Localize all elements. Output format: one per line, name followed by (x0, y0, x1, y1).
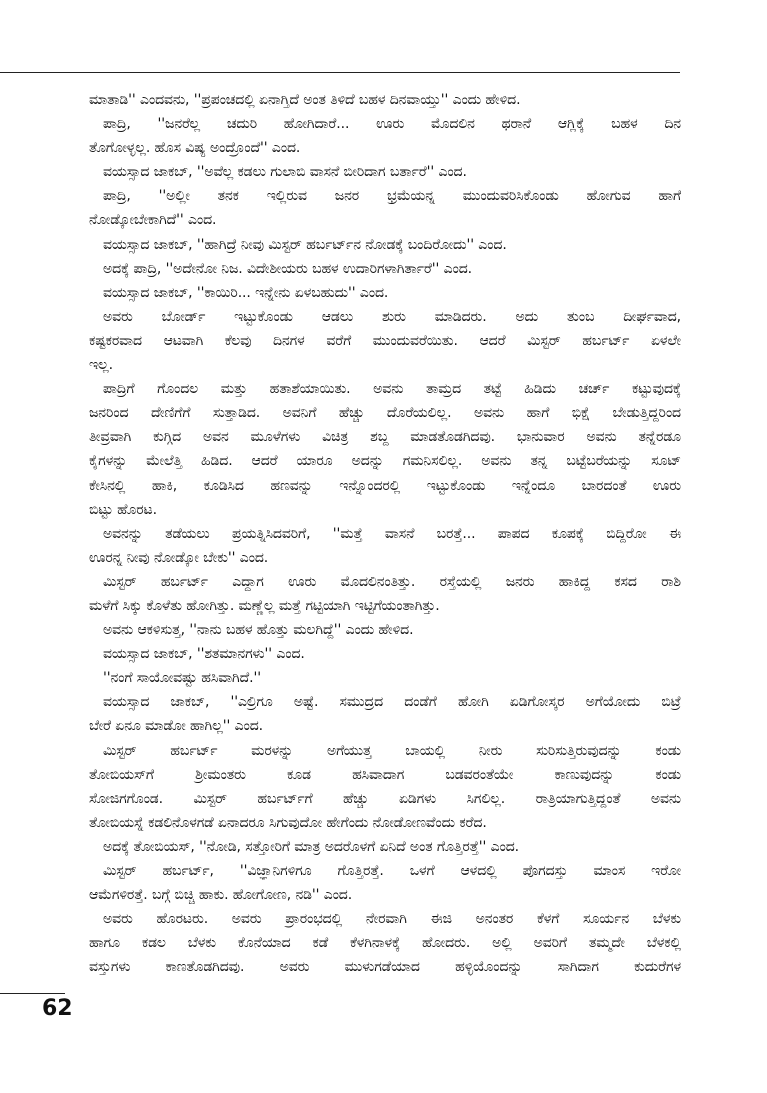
text-line: ವಯಸ್ಸಾದ ಜಾಕಬ್, ''ಕಾಯಿರಿ... ಇನ್ನೇನು ಏಳಬಹುದು'' ಎಂದ. (103, 284, 389, 301)
text-line: ಬೇರೆ ಏನೂ ಮಾಡೋ ಹಾಗಿಲ್ಲ'' ಎಂದ. (89, 718, 263, 735)
text-line: ಜನರಿಂದ ದೇಣಿಗೆಗೆ ಸುತ್ತಾಡಿದ. ಅವನಿಗೆ ಹೆಚ್ಚು ದೊರೆಯಲಿಲ್ಲ. ಅವನು ಹಾಗೆ ಭಿಕ್ಷೆ ಬೇಡುತ್ತಿದ್ದರಿಂದ (89, 405, 681, 422)
text-line: ಪಾದ್ರಿ, ''ಜನರೆಲ್ಲ ಚದುರಿ ಹೋಗಿದಾರೆ... ಊರು ಮೊದಲಿನ ಥರಾನೆ ಆಗ್ಲಿಕ್ಕೆ ಬಹಳ ದಿನ (103, 116, 681, 133)
text-line: ಮಾತಾಡಿ'' ಎಂದವನು, ''ಪ್ರಪಂಚದಲ್ಲಿ ಏನಾಗ್ತಿದೆ ಅಂತ ತಿಳಿದೆ ಬಹಳ ದಿನವಾಯ್ತು'' ಎಂದು ಹೇಳಿದ. (89, 92, 521, 108)
text-line: ಕಷ್ಟಕರವಾದ ಆಟವಾಗಿ ಕೆಲವು ದಿನಗಳ ವರೆಗೆ ಮುಂದುವರೆಯಿತು. ಆದರೆ ಮಿಸ್ಟರ್ ಹರ್ಬರ್ಟ್ ಏಳಲೇ (89, 332, 681, 349)
text-line: ಆಮೆಗಳಿರತ್ತೆ. ಬಗ್ಗೆ ಬಿಚ್ಚಿ ಹಾಕು. ಹೋಗೋಣ, ನಡಿ'' ಎಂದ. (89, 887, 353, 904)
text-line: ಕೇಸಿನಲ್ಲಿ ಹಾಕಿ, ಕೂಡಿಸಿದ ಹಣವನ್ನು ಇನ್ನೊಂದರಲ್ಲಿ ಇಟ್ಟುಕೊಂಡು ಇನ್ನೆಂದೂ ಬಾರದಂತೆ ಊರು (89, 477, 681, 494)
text-line: ಮಿಸ್ಟರ್ ಹರ್ಬರ್ಟ್ ಎದ್ದಾಗ ಊರು ಮೊದಲಿನಂತಿತ್ತು. ರಸ್ತೆಯಲ್ಲಿ ಜನರು ಹಾಕಿದ್ದ ಕಸದ ರಾಶಿ (103, 573, 681, 590)
text-line: ವಯಸ್ಸಾದ ಜಾಕಬ್, ''ಶತಮಾನಗಳು'' ಎಂದ. (103, 646, 305, 663)
text-line: ತೀವ್ರವಾಗಿ ಕುಗ್ಗಿದ ಅವನ ಮೂಳೆಗಳು ವಿಚಿತ್ರ ಶಬ್ದ ಮಾಡತೊಡಗಿದವು. ಭಾನುವಾರ ಅವನು ತನ್ನೆರಡೂ (89, 429, 681, 446)
text-line: ''ನಂಗೆ ಸಾಯೋವಷ್ಟು ಹಸಿವಾಗಿದೆ.'' (103, 670, 261, 687)
text-line: ಕೈಗಳನ್ನು ಮೇಲೆತ್ತಿ ಹಿಡಿದ. ಆದರೆ ಯಾರೂ ಅದನ್ನು ಗಮನಿಸಲಿಲ್ಲ. ಅವನು ತನ್ನ ಬಟ್ಟೆಬರೆಯನ್ನು ಸೂಟ್ (89, 453, 681, 470)
text-line: ತೋಬಿಯಸ್ನೆ ಕಡಲಿನೊಳಗಡೆ ಏನಾದರೂ ಸಿಗುವುದೋ ಹೇಗೆಂದು ನೋಡೋಣವೆಂದು ಕರೆದ. (89, 814, 487, 831)
text-line: ಅದಕ್ಕೆ ತೋಬಿಯಸ್, ''ನೋಡಿ, ಸತ್ತೋರಿಗೆ ಮಾತ್ರ ಅದರೊಳಗೆ ಏನಿದೆ ಅಂತ ಗೊತ್ತಿರತ್ತೆ'' ಎಂದ. (103, 838, 520, 855)
text-line: ಇಲ್ಲ. (89, 357, 113, 374)
text-line: ಅವನನ್ನು ತಡೆಯಲು ಪ್ರಯತ್ನಿಸಿದವರಿಗೆ, ''ಮತ್ತೆ ವಾಸನೆ ಬರತ್ತೆ... ಪಾಪದ ಕೂಪಕ್ಕೆ ಬಿದ್ದಿರೋ ಈ (103, 525, 681, 542)
body-text (89, 88, 681, 979)
text-line: ಮಳೆಗೆ ಸಿಕ್ಕು ಕೊಳೆತು ಹೋಗಿತ್ತು. ಮಣ್ಣೆಲ್ಲ ಮತ್ತೆ ಗಟ್ಟಿಯಾಗಿ ಇಟ್ಟಿಗೆಯಂತಾಗಿತ್ತು. (89, 597, 440, 614)
text-line: ಪಾದ್ರಿ, ''ಅಲ್ಲೀ ತನಕ ಇಲ್ಲಿರುವ ಜನರ ಭ್ರಮೆಯನ್ನ ಮುಂದುವರಿಸಿಕೊಂಡು ಹೋಗುವ ಹಾಗೆ (103, 188, 681, 205)
text-line: ಮಿಸ್ಟರ್ ಹರ್ಬರ್ಟ್ ಮರಳನ್ನು ಅಗೆಯುತ್ತ ಬಾಯಲ್ಲಿ ನೀರು ಸುರಿಸುತ್ತಿರುವುದನ್ನು ಕಂಡು (103, 742, 681, 759)
text-line: ಅವನು ಆಕಳಿಸುತ್ತ, ''ನಾನು ಬಹಳ ಹೊತ್ತು ಮಲಗಿದ್ದೆ'' ಎಂದು ಹೇಳಿದ. (103, 622, 414, 639)
text-line: ಅವರು ಹೊರಟರು. ಅವರು ಪ್ರಾರಂಭದಲ್ಲಿ ನೇರವಾಗಿ ಈಜಿ ಅನಂತರ ಕೆಳಗೆ ಸೂರ್ಯನ ಬೆಳಕು (103, 911, 681, 928)
text-line: ವಯಸ್ಸಾದ ಜಾಕಬ್, ''ಎಲ್ರಿಗೂ ಅಷ್ಟೆ. ಸಮುದ್ರದ ದಂಡೆಗೆ ಹೋಗಿ ಏಡಿಗೋಸ್ಕರ ಅಗೆಯೋದು ಬಿಟ್ರೆ (103, 694, 681, 711)
text-line: ತೋಬಿಯಸ್‌ಗೆ ಶ್ರೀಮಂತರು ಕೂಡ ಹಸಿವಾದಾಗ ಬಡವರಂತೆಯೇ ಕಾಣುವುದನ್ನು ಕಂಡು (89, 766, 681, 783)
header-rule (0, 72, 680, 73)
text-line: ಪಾದ್ರಿಗೆ ಗೊಂದಲ ಮತ್ತು ಹತಾಶೆಯಾಯಿತು. ಅವನು ತಾಮ್ರದ ತಟ್ಟೆ ಹಿಡಿದು ಚರ್ಚ್ ಕಟ್ಟುವುದಕ್ಕೆ (103, 381, 681, 398)
footer-rule (0, 993, 65, 994)
text-line: ಊರನ್ನ ನೀವು ನೋಡ್ಕೋ ಬೇಕು'' ಎಂದ. (89, 549, 269, 566)
text-line: ವಸ್ತುಗಳು ಕಾಣತೊಡಗಿದವು. ಅವರು ಮುಳುಗಡೆಯಾದ ಹಳ್ಳಿಯೊಂದನ್ನು ಸಾಗಿದಾಗ ಕುದುರೆಗಳ (89, 959, 681, 976)
text-line: ನೋಡ್ಕೋಬೇಕಾಗಿದೆ'' ಎಂದ. (89, 212, 217, 229)
text-line: ಅವರು ಬೋರ್ಡ್ ಇಟ್ಟುಕೊಂಡು ಆಡಲು ಶುರು ಮಾಡಿದರು. ಅದು ತುಂಬ ದೀರ್ಘವಾದ, (103, 308, 681, 325)
page-number: 62 (42, 996, 73, 1021)
text-line: ವಯಸ್ಸಾದ ಜಾಕಬ್, ''ಅವೆಲ್ಲ ಕಡಲು ಗುಲಾಬಿ ವಾಸನೆ ಬೀರಿದಾಗ ಬರ್ತಾರೆ'' ಎಂದ. (103, 164, 467, 181)
text-line: ಹಾಗೂ ಕಡಲ ಬೆಳಕು ಕೊನೆಯಾದ ಕಡೆ ಕೆಳಗಿನಾಳಕ್ಕೆ ಹೋದರು. ಅಲ್ಲಿ ಅವರಿಗೆ ತಮ್ಮದೇ ಬೆಳಕಲ್ಲಿ (89, 935, 681, 952)
text-line: ವಯಸ್ಸಾದ ಜಾಕಬ್, ''ಹಾಗಿದ್ರೆ ನೀವು ಮಿಸ್ಟರ್ ಹರ್ಬರ್ಟ್‌ನ ನೋಡಕ್ಕೆ ಬಂದಿರೋದು'' ಎಂದ. (103, 236, 507, 253)
text-line: ಸೋಜಿಗಗೊಂಡ. ಮಿಸ್ಟರ್ ಹರ್ಬರ್ಟ್‌ಗೆ ಹೆಚ್ಚು ಏಡಿಗಳು ಸಿಗಲಿಲ್ಲ. ರಾತ್ರಿಯಾಗುತ್ತಿದ್ದಂತೆ ಅವನು (89, 790, 681, 807)
text-line: ಬಿಟ್ಟು ಹೊರಟ. (89, 501, 157, 518)
text-line: ಮಿಸ್ಟರ್ ಹರ್ಬರ್ಟ್, ''ವಿಜ್ಞಾನಿಗಳಿಗೂ ಗೊತ್ತಿರತ್ತೆ. ಒಳಗೆ ಆಳದಲ್ಲಿ ಪೊಗದಸ್ತು ಮಾಂಸ ಇರೋ (103, 863, 681, 879)
text-line: ತೊಗೋಳ್ಳಲ್ಲ. ಹೊಸ ವಿಷ್ಯ ಅಂದ್ರೊಂದೆ'' ಎಂದ. (89, 140, 301, 157)
text-line: ಅದಕ್ಕೆ ಪಾದ್ರಿ, ''ಅದೇನೋ ನಿಜ. ವಿದೇಶೀಯರು ಬಹಳ ಉದಾರಿಗಳಾಗಿರ್ತಾರೆ'' ಎಂದ. (103, 260, 473, 277)
